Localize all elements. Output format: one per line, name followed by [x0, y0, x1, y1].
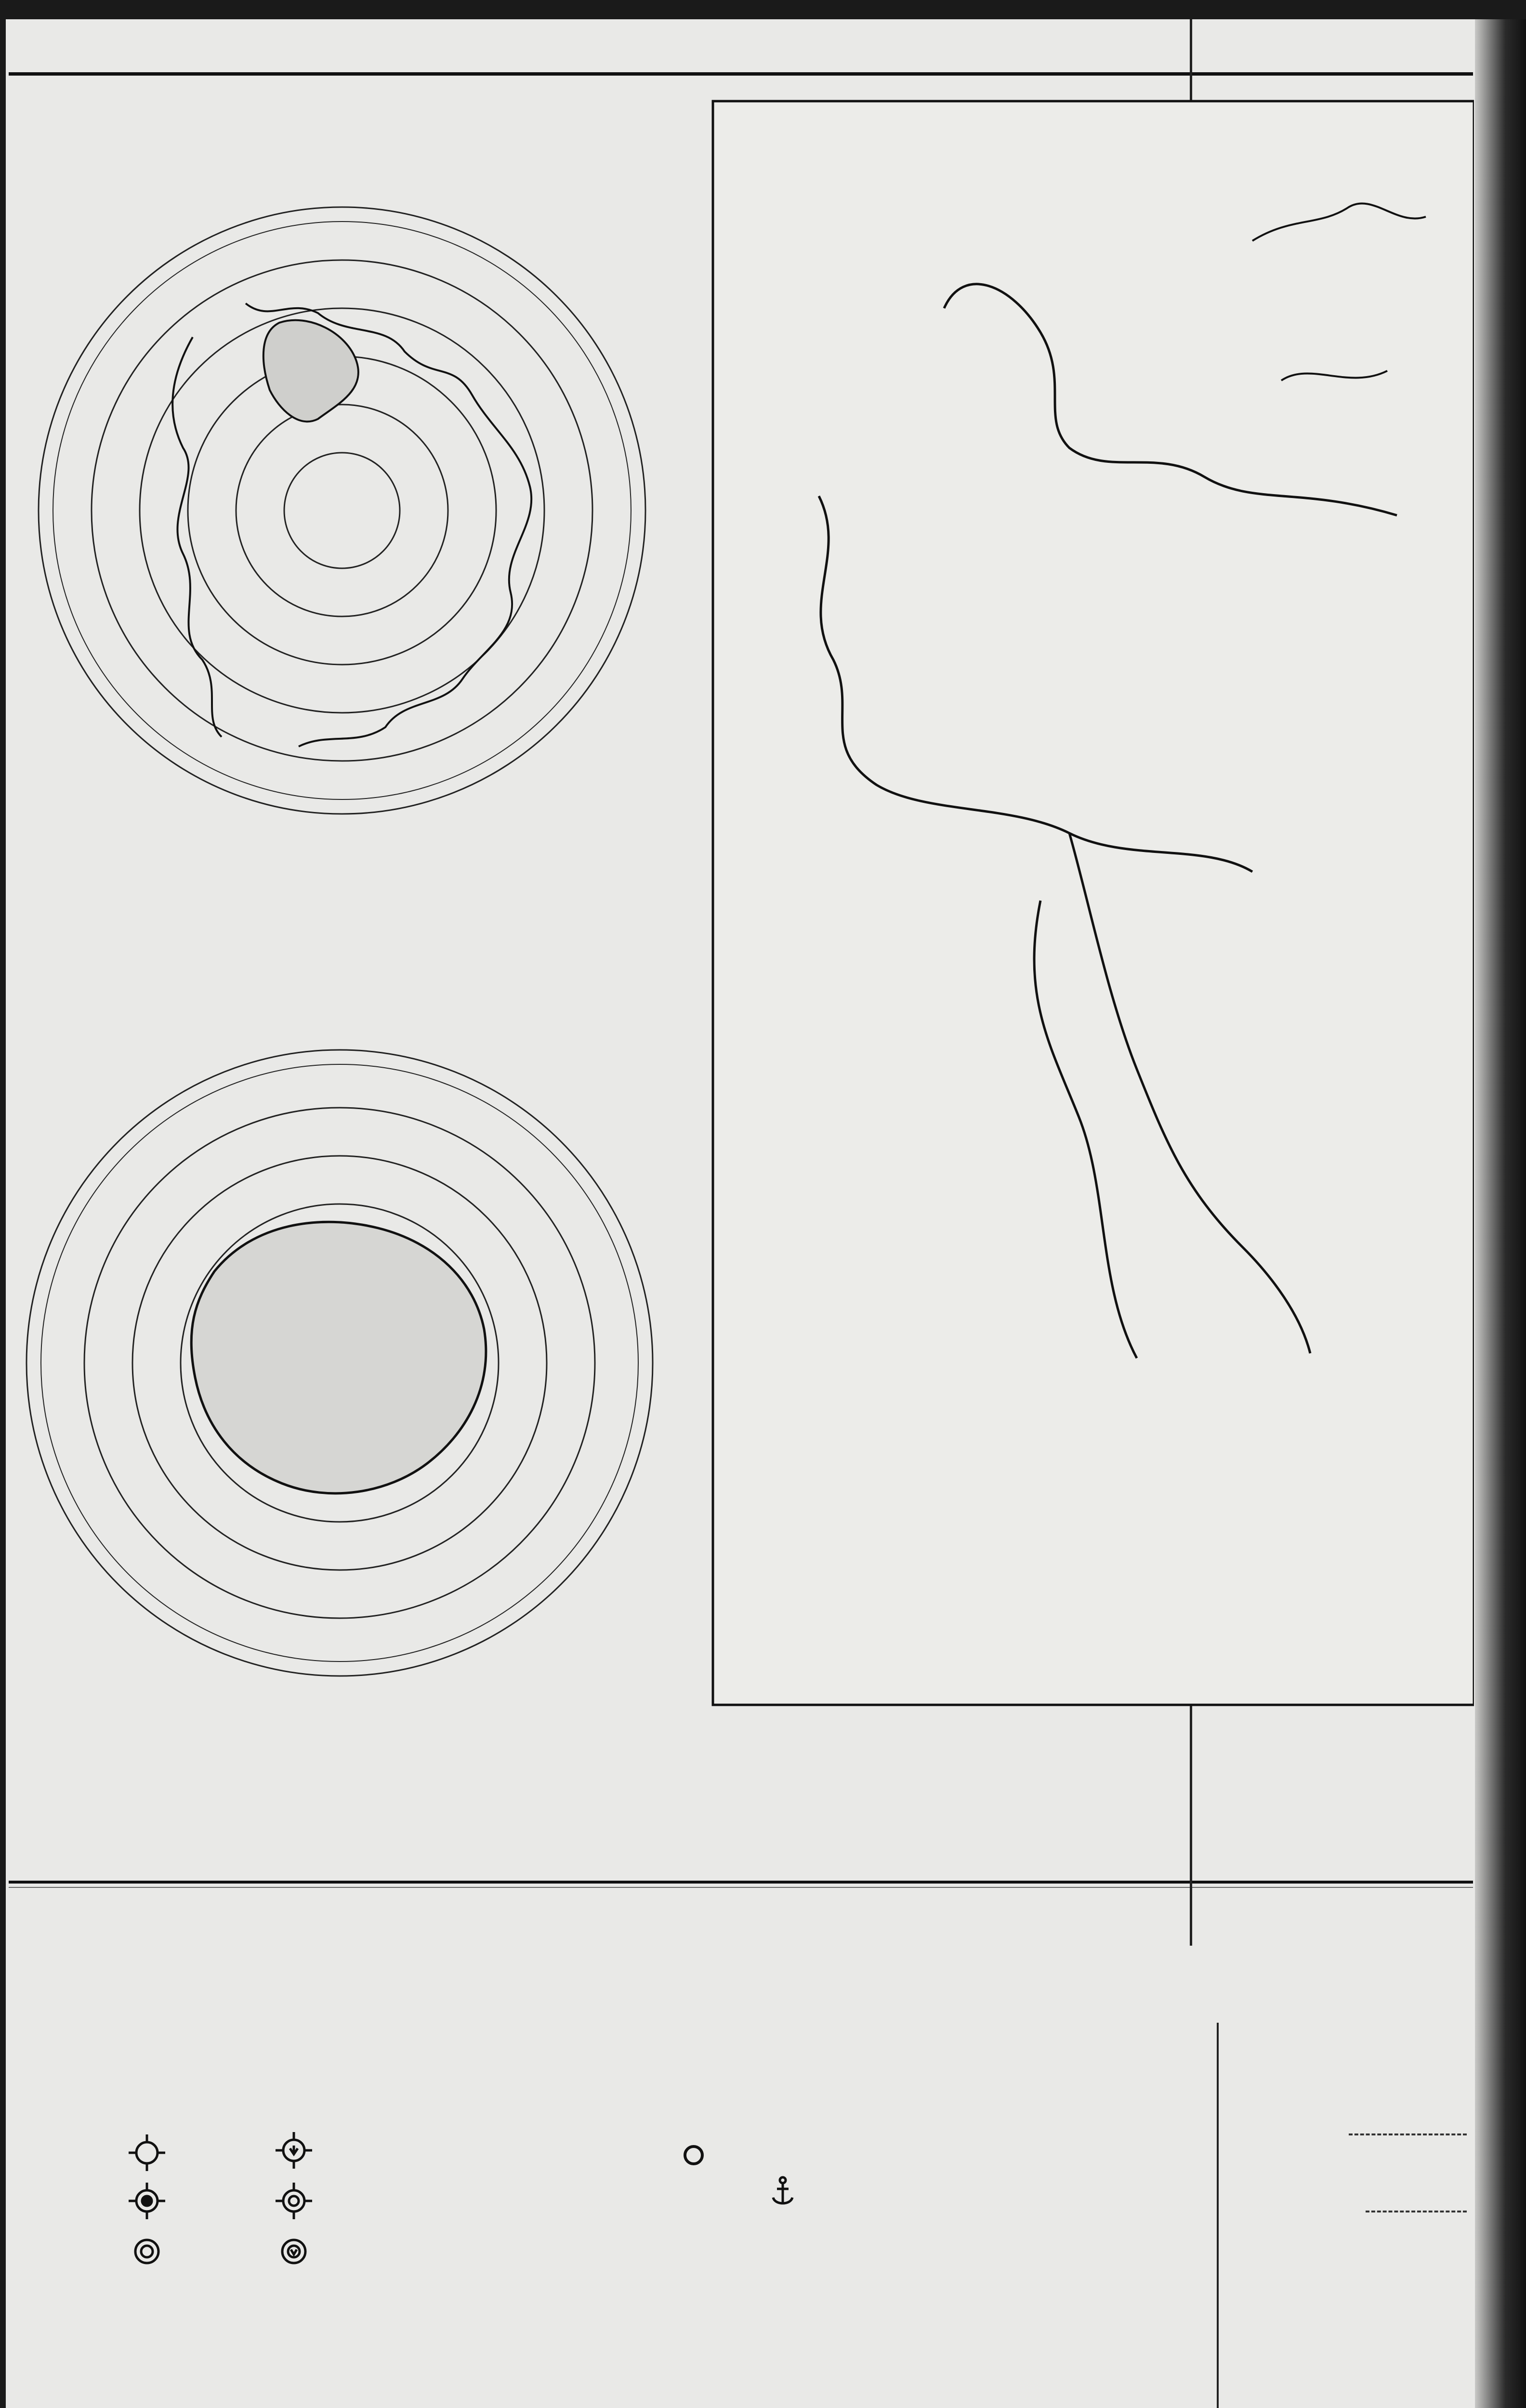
section-divider-line	[9, 1881, 1473, 1884]
chart-index-map	[674, 82, 1474, 1743]
civil-land-icon	[129, 2134, 165, 2171]
section-divider-thin	[9, 1887, 1473, 1888]
radio-range-dash	[1349, 2133, 1467, 2135]
joint-land-icon	[129, 2183, 165, 2219]
landmass-antarctica	[191, 1222, 486, 1493]
military-water-icon	[282, 2240, 305, 2263]
civil-water-icon	[276, 2132, 312, 2169]
polar-ring	[284, 453, 400, 568]
polar-ring	[188, 356, 496, 665]
landing-area-icon	[685, 2146, 702, 2164]
anchor-icon	[773, 2177, 792, 2204]
aerodrome-symbols	[116, 2129, 886, 2288]
joint-water-icon	[276, 2183, 312, 2219]
sheet-edge-shadow	[1475, 19, 1526, 2408]
radio-range-dash	[1366, 2211, 1467, 2212]
south-polar-chart	[12, 1021, 667, 1705]
top-border-line	[9, 72, 1473, 76]
polar-ring	[236, 405, 448, 616]
landmass-greenland	[263, 320, 358, 422]
polar-ring	[92, 260, 592, 761]
fold-line-lower	[1217, 2023, 1219, 2408]
north-polar-chart	[19, 178, 665, 852]
index-map-frame	[713, 101, 1474, 1705]
military-land-icon	[135, 2240, 158, 2263]
polar-ring	[39, 207, 645, 814]
